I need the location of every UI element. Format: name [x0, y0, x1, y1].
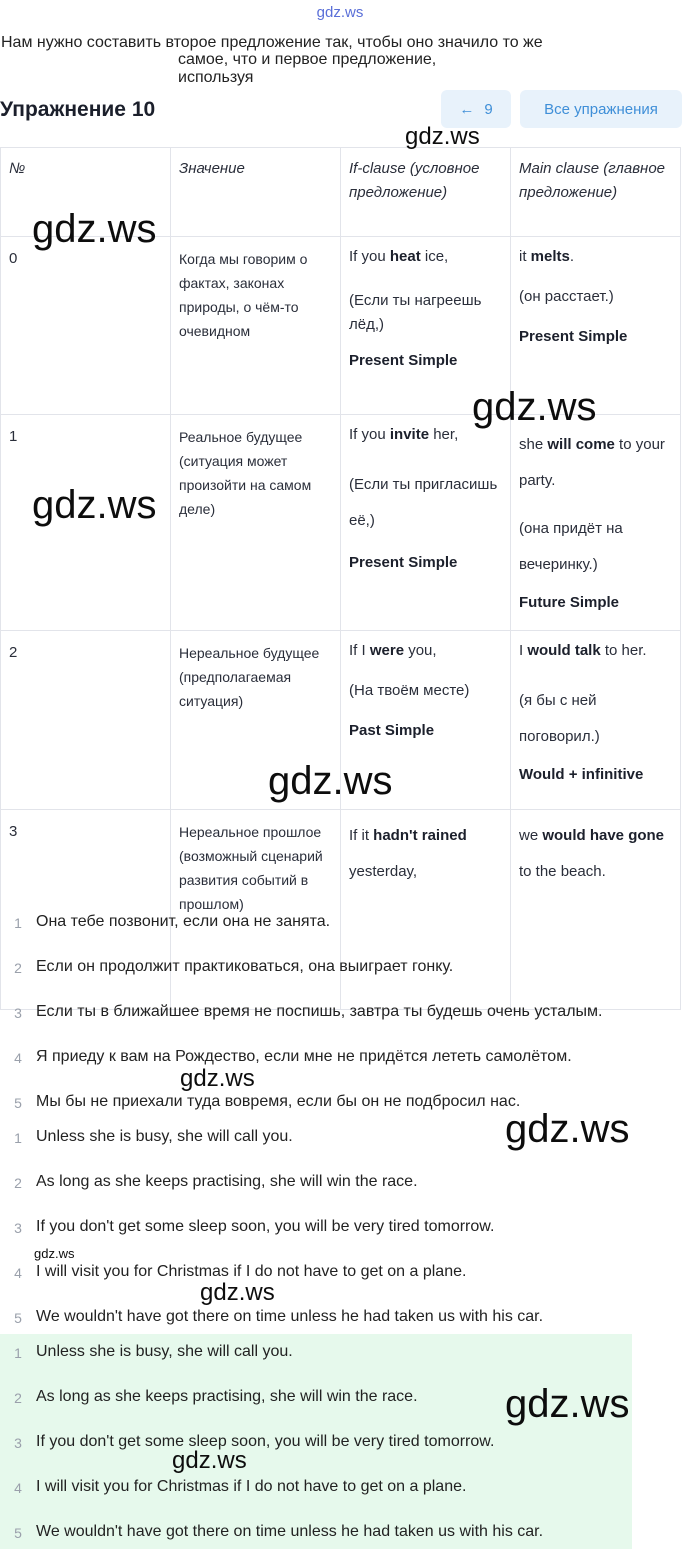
- list-item: [0, 911, 680, 956]
- row-number: 3: [1, 810, 171, 1010]
- list-item: [0, 1216, 680, 1261]
- list-number: 5: [14, 1310, 22, 1326]
- all-exercises-button[interactable]: Все упражнения: [520, 90, 682, 128]
- list-number: 4: [14, 1480, 22, 1496]
- answer-sentence: As long as she keeps practising, she will win the race.: [36, 1173, 418, 1190]
- if-clause-cell: If you heat ice, (Если ты нагреешь лёд,) Present Simple: [341, 237, 511, 415]
- list-item: [0, 1261, 680, 1306]
- task-sentence: Если ты в ближайшее время не поспишь, завтра ты будешь очень усталым.: [36, 1003, 603, 1020]
- task-sentence: Я приеду к вам на Рождество, если мне не придётся лететь самолётом.: [36, 1048, 572, 1065]
- task-sentence: Если он продолжит практиковаться, она выиграет гонку.: [36, 958, 454, 975]
- watermark: gdz.ws: [505, 1107, 630, 1151]
- list-number: 4: [14, 1050, 22, 1066]
- intro-text: Нам нужно составить второе предложение так, чтобы оно значило то же: [1, 34, 543, 51]
- intro-text-cut: самое, что и первое предложение, используя: [178, 51, 437, 86]
- list-number: 2: [14, 960, 22, 976]
- answer-sentence: We wouldn't have got there on time unless he had taken us with his car.: [36, 1523, 544, 1540]
- header-if-clause: If-clause (условное предложение): [341, 148, 511, 237]
- row-number: 1: [1, 415, 171, 631]
- list-number: 1: [14, 1345, 22, 1361]
- list-item: [0, 1476, 680, 1521]
- task-sentence: Она тебе позвонит, если она не занята.: [36, 913, 331, 930]
- header-meaning: Значение: [171, 148, 341, 237]
- row-number: 2: [1, 631, 171, 810]
- list-number: 1: [14, 915, 22, 931]
- list-item: [0, 1341, 680, 1386]
- if-clause-cell: If I were you, (На твоём месте) Past Simple: [341, 631, 511, 810]
- watermark: gdz.ws: [505, 1382, 630, 1426]
- list-item: [0, 1171, 680, 1216]
- list-item: [0, 1431, 680, 1476]
- row-meaning: Когда мы говорим о фактах, законах природы, о чём-то очевидном: [171, 237, 341, 415]
- row-number: 0: [1, 237, 171, 415]
- prev-exercise-number: 9: [484, 100, 493, 118]
- watermark: gdz.ws: [180, 1065, 255, 1092]
- list-number: 2: [14, 1175, 22, 1191]
- answer-sentence: We wouldn't have got there on time unless he had taken us with his car.: [36, 1308, 544, 1325]
- watermark: gdz.ws: [472, 385, 597, 429]
- list-number: 3: [14, 1005, 22, 1021]
- arrow-left-icon: ←: [459, 100, 475, 118]
- answer-sentence: If you don't get some sleep soon, you will be very tired tomorrow.: [36, 1433, 495, 1450]
- header-number: №: [1, 148, 171, 237]
- watermark: gdz.ws: [405, 123, 480, 150]
- list-item: [0, 1001, 680, 1046]
- list-item: [0, 956, 680, 1001]
- list-number: 5: [14, 1095, 22, 1111]
- list-number: 2: [14, 1390, 22, 1406]
- watermark: gdz.ws: [32, 207, 157, 251]
- header-main-clause: Main clause (главное предложение): [511, 148, 681, 237]
- main-clause-cell: it melts. (он расстает.) Present Simple: [511, 237, 681, 415]
- watermark: gdz.ws: [172, 1447, 247, 1474]
- row-meaning: Реальное будущее (ситуация может произойти на самом деле): [171, 415, 341, 631]
- list-number: 4: [14, 1265, 22, 1281]
- list-item: [0, 1521, 680, 1566]
- answer-sentence: Unless she is busy, she will call you.: [36, 1128, 293, 1145]
- main-clause-cell: we would have gone to the beach.: [511, 810, 681, 1010]
- row-meaning: Нереальное прошлое (возможный сценарий развития событий в прошлом): [171, 810, 341, 1010]
- answer-sentence: I will visit you for Christmas if I do not have to get on a plane.: [36, 1263, 467, 1280]
- list-number: 1: [14, 1130, 22, 1146]
- task-sentence: Мы бы не приехали туда вовремя, если бы он не подбросил нас.: [36, 1093, 521, 1110]
- answer-sentence: I will visit you for Christmas if I do not have to get on a plane.: [36, 1478, 467, 1495]
- watermark: gdz.ws: [32, 483, 157, 527]
- list-item: [0, 1046, 680, 1091]
- site-logo[interactable]: gdz.ws: [316, 4, 364, 21]
- answer-sentence: As long as she keeps practising, she will win the race.: [36, 1388, 418, 1405]
- list-number: 3: [14, 1435, 22, 1451]
- watermark: gdz.ws: [268, 759, 393, 803]
- watermark: gdz.ws: [200, 1279, 275, 1306]
- answer-sentence: Unless she is busy, she will call you.: [36, 1343, 293, 1360]
- if-clause-cell: If it hadn't rained yesterday,: [341, 810, 511, 1010]
- row-meaning: Нереальное будущее (предполагаемая ситуация): [171, 631, 341, 810]
- answer-sentence: If you don't get some sleep soon, you will be very tired tomorrow.: [36, 1218, 495, 1235]
- list-number: 3: [14, 1220, 22, 1236]
- main-clause-cell: she will come to your party. (она придёт на вечеринку.) Future Simple: [511, 415, 681, 631]
- if-clause-cell: If you invite her, (Если ты пригласишь её,) Present Simple: [341, 415, 511, 631]
- watermark: gdz.ws: [34, 1246, 75, 1261]
- list-number: 5: [14, 1525, 22, 1541]
- exercise-title: Упражнение 10: [0, 98, 156, 121]
- main-clause-cell: I would talk to her. (я бы с ней поговорил.) Would + infinitive: [511, 631, 681, 810]
